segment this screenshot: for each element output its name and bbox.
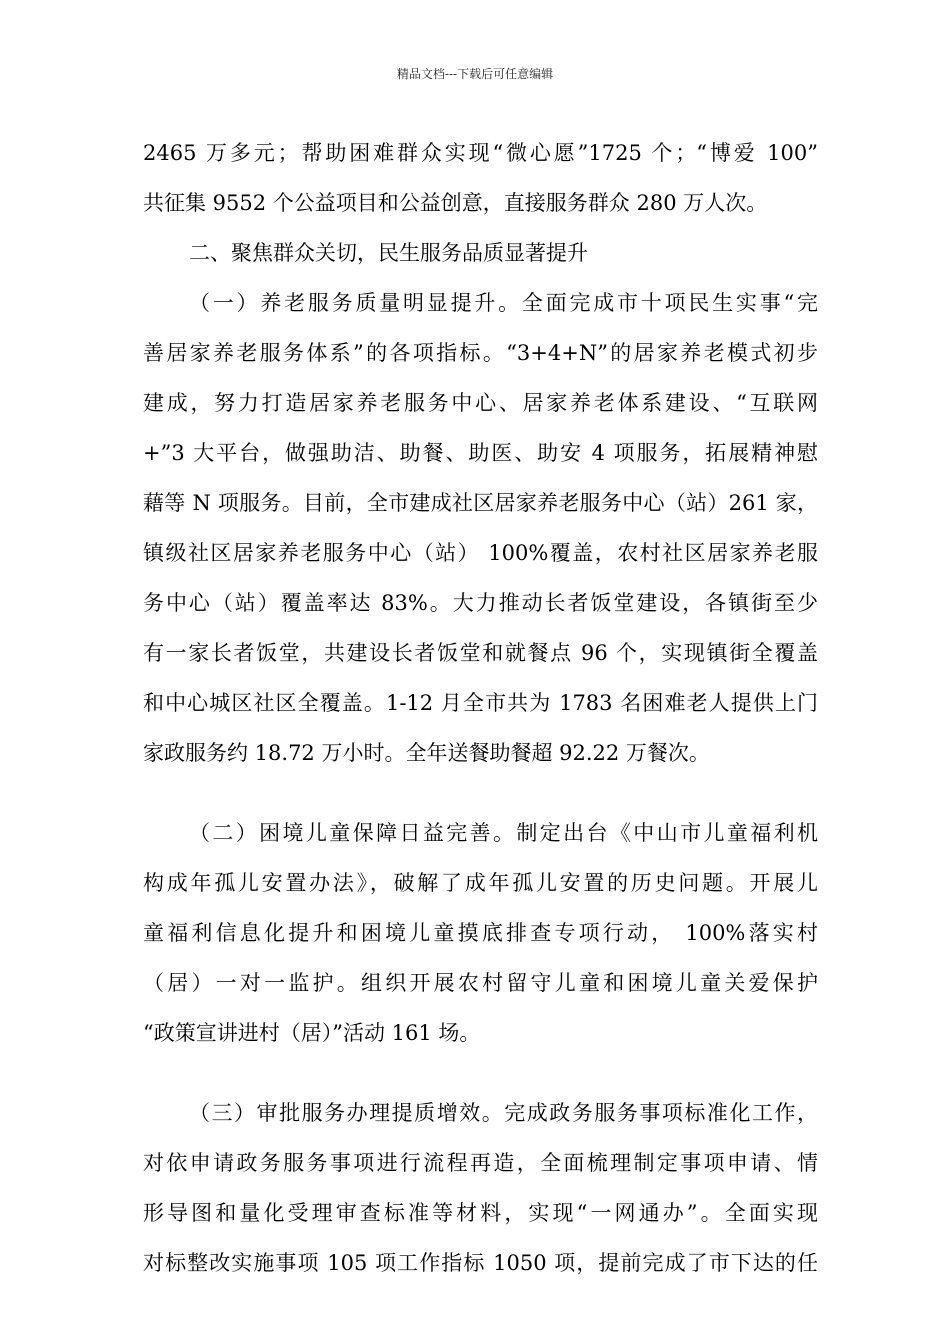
text-line: 共征集 9552 个公益项目和公益创意，直接服务群众 280 万人次。	[143, 191, 768, 215]
text-line: 务中心（站）覆盖率达 83%。大力推动长者饭堂建设，各镇街至少	[143, 591, 818, 615]
text-line: 二、聚焦群众关切，民生服务品质显著提升	[189, 241, 588, 265]
text-line: 镇级社区居家养老服务中心（站） 100%覆盖，农村社区居家养老服	[143, 541, 818, 565]
text-line: （三）审批服务办理提质增效。完成政务服务事项标准化工作，	[189, 1101, 818, 1125]
text-line: 和中心城区社区全覆盖。1-12 月全市共为 1783 名困难老人提供上门	[143, 691, 818, 715]
paragraph-gap	[143, 1058, 818, 1088]
text-line: 童福利信息化提升和困境儿童摸底排查专项行动， 100%落实村	[143, 921, 818, 945]
paragraph	[143, 1088, 818, 1288]
paragraph	[143, 278, 818, 778]
text-line: “政策宣讲进村（居）”活动 161 场。	[143, 1021, 481, 1045]
text-line: （居）一对一监护。组织开展农村留守儿童和困境儿童关爱保护	[143, 971, 818, 995]
document-body	[143, 128, 818, 1288]
text-line: （二）困境儿童保障日益完善。制定出台《中山市儿童福利机	[189, 821, 818, 845]
text-line: 家政服务约 18.72 万小时。全年送餐助餐超 92.22 万餐次。	[143, 741, 710, 765]
paragraph	[143, 808, 818, 1058]
text-line: 善居家养老服务体系”的各项指标。“3+4+N”的居家养老模式初步	[143, 341, 818, 365]
text-line: 藉等 N 项服务。目前，全市建成社区居家养老服务中心（站）261 家，	[143, 491, 818, 515]
text-line: （一）养老服务质量明显提升。全面完成市十项民生实事“完	[189, 291, 818, 315]
page-header: 精品文档---下载后可任意编辑	[396, 67, 554, 81]
text-line: 对标整改实施事项 105 项工作指标 1050 项，提前完成了市下达的任	[143, 1251, 818, 1275]
text-line: 有一家长者饭堂，共建设长者饭堂和就餐点 96 个，实现镇街全覆盖	[143, 641, 818, 665]
text-line: 对依申请政务服务事项进行流程再造，全面梳理制定事项申请、情	[143, 1151, 818, 1175]
text-line: 建成，努力打造居家养老服务中心、居家养老体系建设、“互联网	[143, 391, 818, 415]
text-line: +”3 大平台，做强助洁、助餐、助医、助安 4 项服务，拓展精神慰	[143, 441, 818, 465]
text-line: 2465 万多元；帮助困难群众实现“微心愿”1725 个；“博爱 100”	[143, 141, 818, 165]
paragraph	[143, 128, 818, 228]
text-line: 形导图和量化受理审查标准等材料，实现“一网通办”。全面实现	[143, 1201, 818, 1225]
section-heading	[143, 228, 818, 278]
text-line: 构成年孤儿安置办法》，破解了成年孤儿安置的历史问题。开展儿	[143, 871, 818, 895]
paragraph-gap	[143, 778, 818, 808]
